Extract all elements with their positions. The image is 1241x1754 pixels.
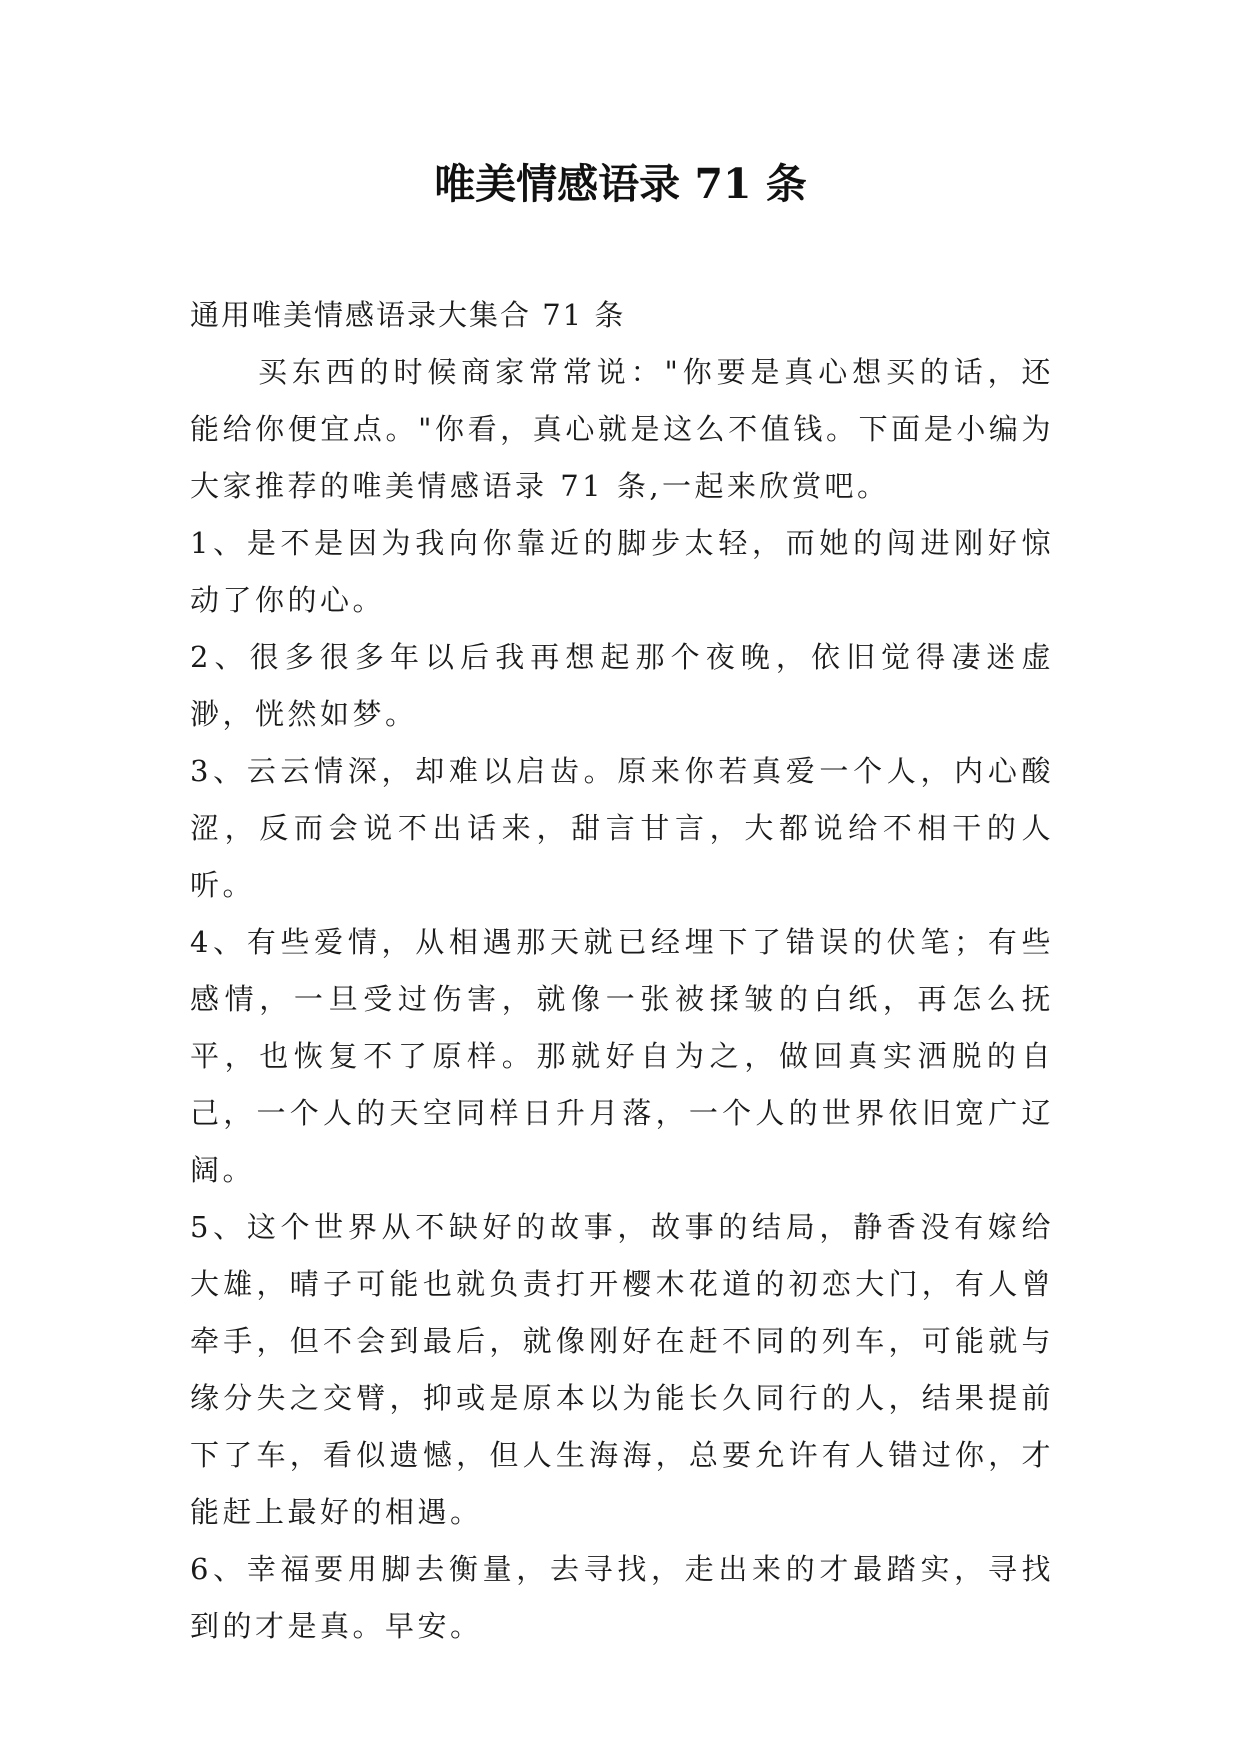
quote-item-6: 6、幸福要用脚去衡量，去寻找，走出来的才最踏实，寻找到的才是真。早安。: [190, 1552, 1054, 1643]
document-body: [190, 287, 1054, 1655]
document-subtitle: 通用唯美情感语录大集合 71 条: [190, 298, 626, 332]
quote-item-5: 5、这个世界从不缺好的故事，故事的结局，静香没有嫁给大雄，晴子可能也就负责打开樱木花道的初恋大门，有人曾牵手，但不会到最后，就像刚好在赶不同的列车，可能就与缘分失之交臂，抑或是原本以为能长久同行的人，结果提前下了车，看似遗憾，但人生海海，总要允许有人错过你，才能赶上最好的相遇。: [190, 1210, 1054, 1529]
quote-item-1: 1、是不是因为我向你靠近的脚步太轻，而她的闯进刚好惊动了你的心。: [190, 526, 1054, 617]
quote-item-4: 4、有些爱情，从相遇那天就已经埋下了错误的伏笔；有些感情，一旦受过伤害，就像一张被揉皱的白纸，再怎么抚平，也恢复不了原样。那就好自为之，做回真实洒脱的自己，一个人的天空同样日升月落，一个人的世界依旧宽广辽阔。: [190, 925, 1054, 1187]
intro-paragraph: 买东西的时候商家常常说："你要是真心想买的话，还能给你便宜点。"你看，真心就是这么不值钱。下面是小编为大家推荐的唯美情感语录 71 条,一起来欣赏吧。: [190, 355, 1054, 503]
quote-item-2: 2、很多很多年以后我再想起那个夜晚，依旧觉得凄迷虚渺，恍然如梦。: [190, 640, 1054, 731]
document-title: 唯美情感语录 71 条: [434, 160, 807, 208]
quote-item-3: 3、云云情深，却难以启齿。原来你若真爱一个人，内心酸涩，反而会说不出话来，甜言甘言，大都说给不相干的人听。: [190, 754, 1054, 902]
